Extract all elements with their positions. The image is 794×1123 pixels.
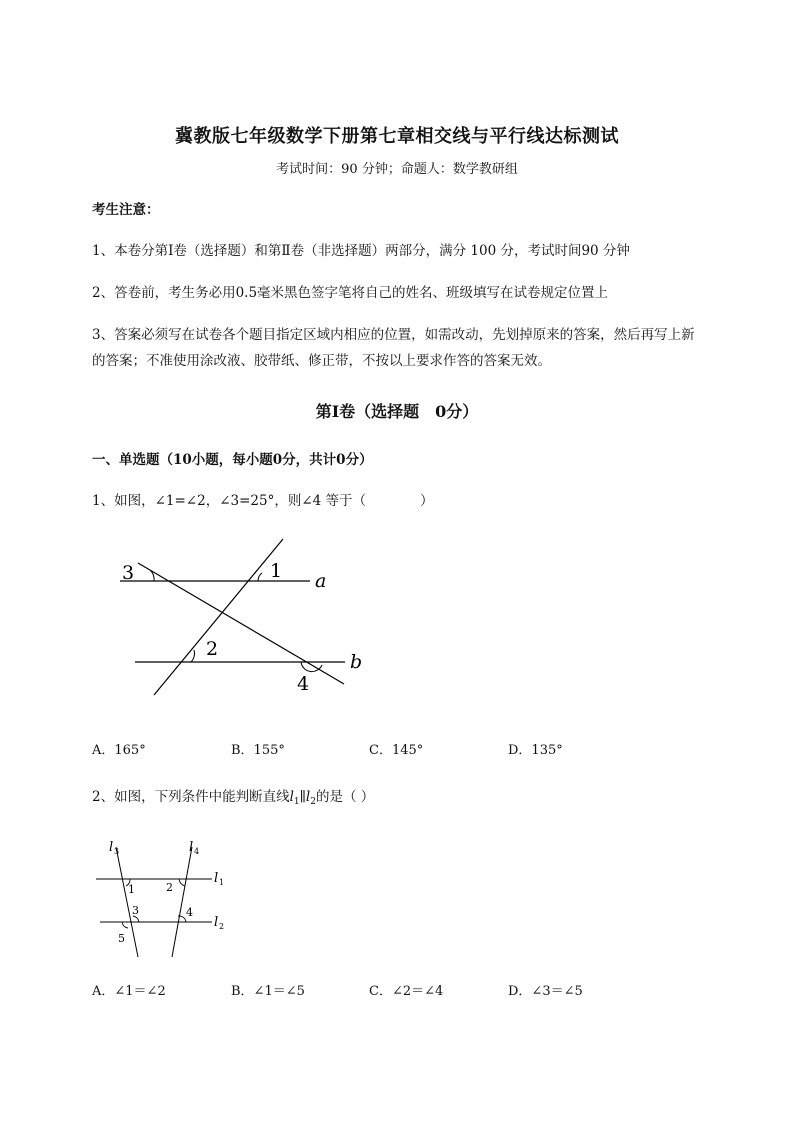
question-2-stem-suffix: 的是（ ） [315, 789, 375, 805]
label-angle-5: 5 [118, 932, 125, 945]
question-2-stem-prefix: 2、如图，下列条件中能判断直线 [92, 789, 290, 805]
notice-heading: 考生注意： [92, 202, 160, 218]
question-1-figure [110, 530, 370, 705]
label-l3-sub: 3 [114, 847, 120, 856]
question-2-option-c[interactable]: C．∠2＝∠4 [369, 984, 444, 999]
figure-label-2: 2 [206, 638, 219, 660]
label-l4-sub: 4 [194, 847, 200, 856]
figure-label-3: 3 [122, 562, 135, 584]
question-2-option-b[interactable]: B．∠1＝∠5 [231, 984, 305, 999]
question-2-figure [90, 835, 240, 960]
figure-label-a: a [315, 570, 327, 592]
question-1-option-a[interactable]: A．165° [92, 743, 146, 758]
angle-2-arc [191, 650, 195, 662]
label-angle-2: 2 [166, 881, 173, 894]
label-l2-sub: 2 [219, 922, 225, 931]
question-2-stem-parallel: ∥ [299, 789, 306, 805]
angle-1-arc [258, 573, 262, 581]
notice-item-3-line-1: 3、答案必须写在试卷各个题目指定区域内相应的位置，如需改动，先划掉原来的答案，然后再写上新 [92, 327, 695, 343]
question-2-stem-l2: l [305, 789, 311, 805]
transversal-2 [154, 539, 283, 695]
question-1-option-c[interactable]: C．145° [369, 743, 424, 758]
figure-label-1: 1 [270, 560, 283, 582]
label-angle-3: 3 [132, 904, 139, 917]
question-2-stem-l1: l [289, 789, 294, 805]
label-l1: l [214, 871, 219, 886]
label-l4: l [189, 840, 194, 855]
label-l3: l [109, 840, 114, 855]
notice-item-3-line-2: 的答案；不准使用涂改液、胶带纸、修正带，不按以上要求作答的答案无效。 [92, 353, 551, 369]
question-2-option-d[interactable]: D．∠3＝∠5 [508, 984, 583, 999]
angle-5-arc [122, 922, 128, 928]
notice-item-1: 1、本卷分第Ⅰ卷（选择题）和第Ⅱ卷（非选择题）两部分，满分 100 分，考试时间90 分钟 [92, 243, 630, 259]
question-2-stem [92, 787, 374, 812]
angle-2-arc [179, 879, 185, 886]
question-2-stem-sub2: 2 [310, 797, 316, 807]
exam-subtitle: 考试时间：90 分钟；命题人：数学教研组 [276, 162, 518, 177]
angle-4-arc [301, 662, 322, 672]
question-1-stem: 1、如图，∠1=∠2，∠3=25°，则∠4 等于（ ） [92, 493, 434, 509]
question-1-option-d[interactable]: D．135° [508, 743, 563, 758]
figure-label-4: 4 [297, 673, 310, 695]
notice-item-2: 2、答卷前，考生务必用0.5毫米黑色签字笔将自己的姓名、班级填写在试卷规定位置上 [92, 285, 609, 301]
part-heading: 一、单选题（10小题，每小题0分，共计0分） [92, 452, 373, 468]
label-angle-4: 4 [186, 906, 193, 919]
line-l4 [172, 847, 192, 957]
label-angle-1: 1 [128, 883, 135, 896]
exam-title: 冀教版七年级数学下册第七章相交线与平行线达标测试 [175, 126, 619, 147]
question-2-option-a[interactable]: A．∠1＝∠2 [92, 984, 166, 999]
label-l2: l [214, 915, 219, 930]
label-l1-sub: 1 [219, 878, 225, 887]
section-title: 第Ⅰ卷（选择题 0分） [315, 402, 479, 421]
question-2-stem-sub1: 1 [293, 797, 300, 807]
question-1-option-b[interactable]: B．155° [231, 743, 285, 758]
figure-label-b: b [350, 651, 363, 673]
